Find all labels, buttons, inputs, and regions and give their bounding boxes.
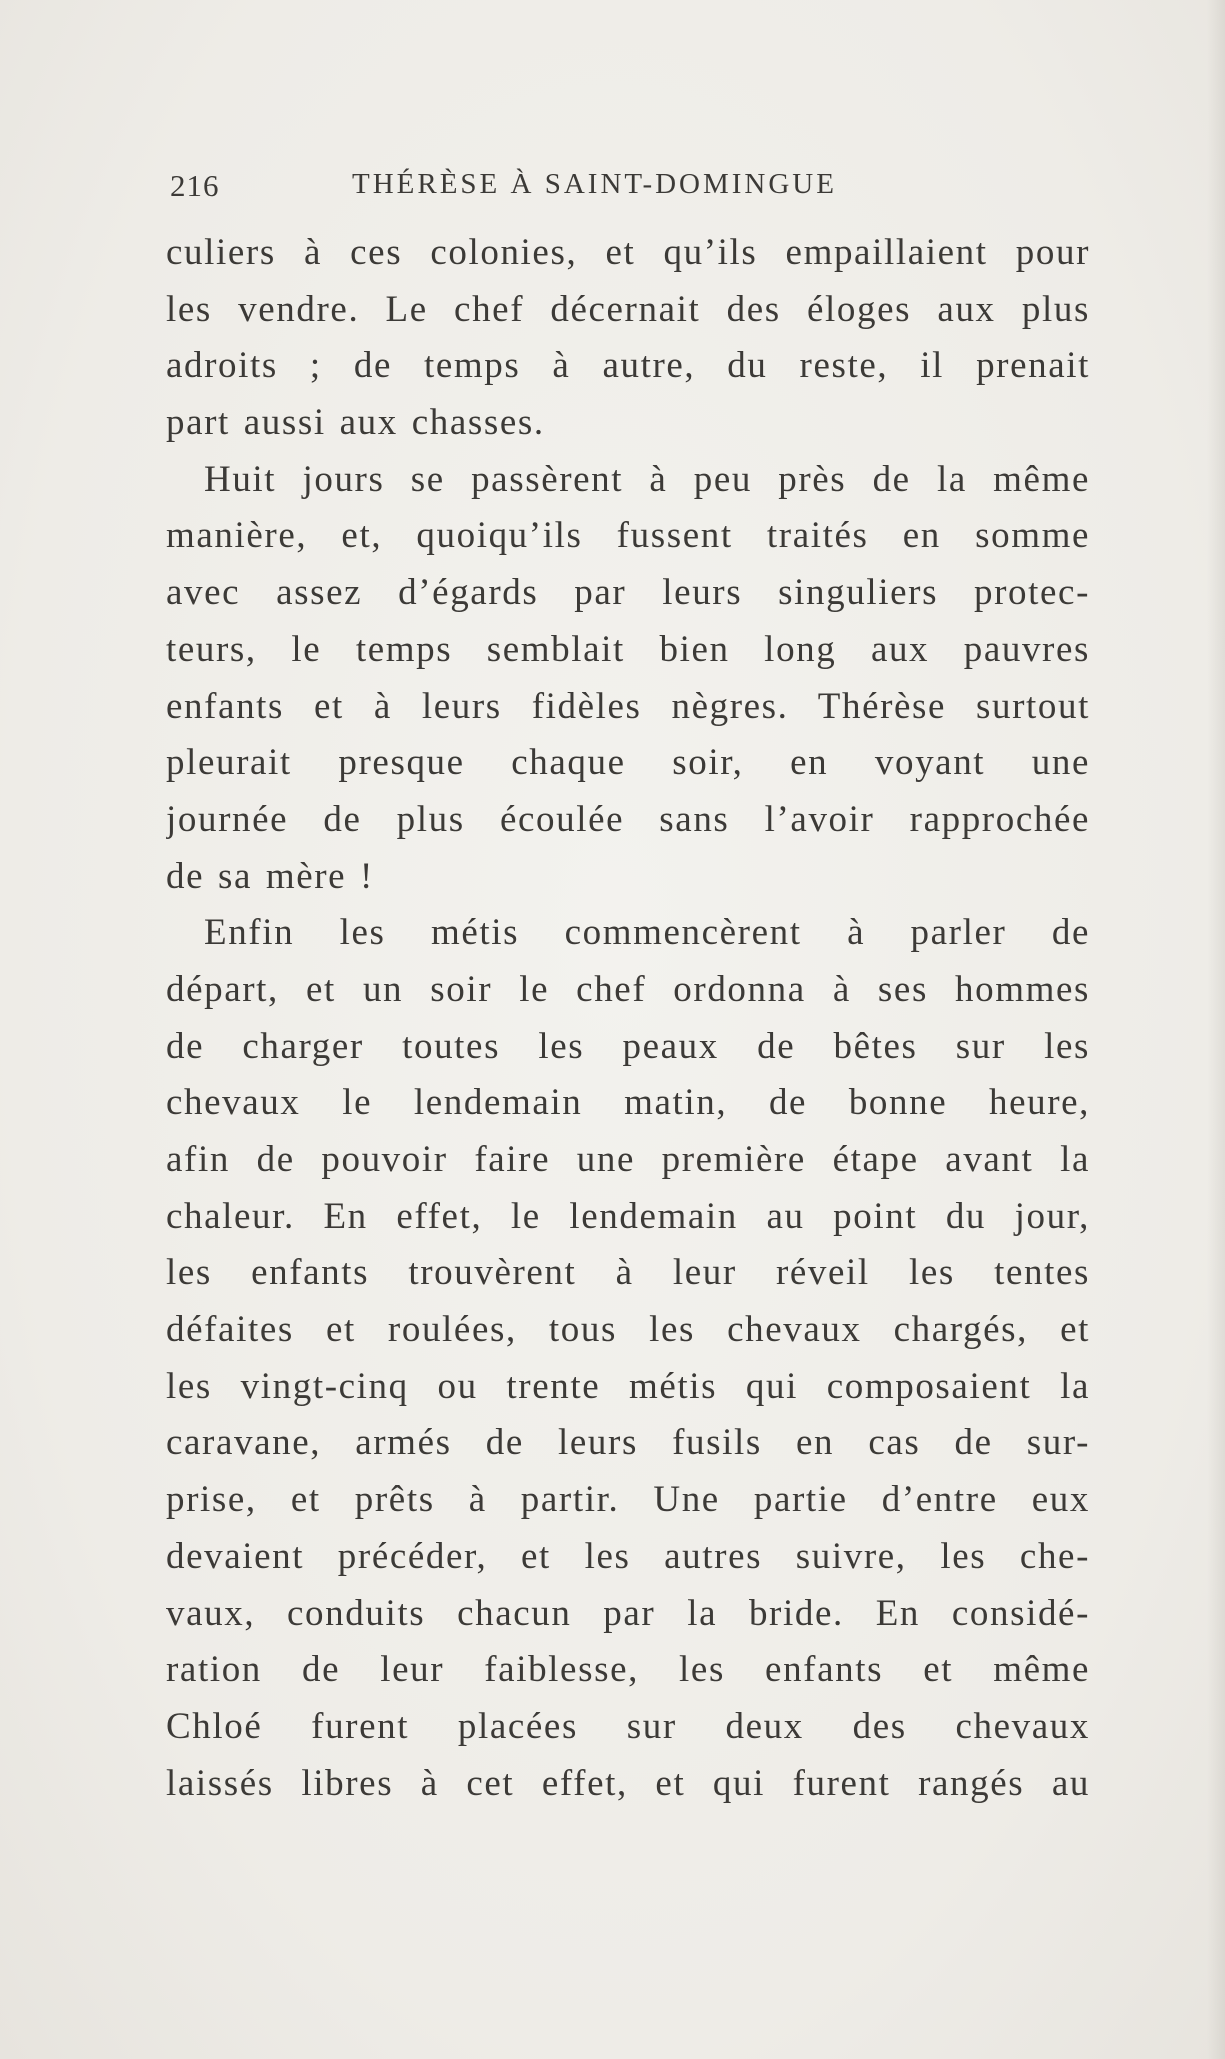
page-edge-shadow: [1207, 0, 1225, 2059]
text-line: laissés libres à cet effet, et qui furent rangés au: [166, 1762, 1090, 1804]
paragraph-start-line: Huit jours se passèrent à peu près de la même: [204, 458, 1090, 500]
text-line: adroits ; de temps à autre, du reste, il prenait: [166, 345, 1090, 387]
text-line: les enfants trouvèrent à leur réveil les tentes: [166, 1252, 1090, 1294]
running-title: THÉRÈSE À SAINT-DOMINGUE: [352, 168, 837, 200]
running-header: [170, 168, 1090, 212]
text-line: enfants et à leurs fidèles nègres. Thérèse surtout: [166, 685, 1090, 727]
text-line: journée de plus écoulée sans l’avoir rapprochée: [166, 798, 1090, 840]
text-line: les vingt-cinq ou trente métis qui composaient la: [166, 1365, 1090, 1407]
text-line: manière, et, quoiqu’ils fussent traités en somme: [166, 515, 1090, 557]
text-line: chaleur. En effet, le lendemain au point du jour,: [166, 1195, 1090, 1237]
text-line: de charger toutes les peaux de bêtes sur les: [166, 1025, 1090, 1067]
body-text: [166, 225, 1090, 1812]
text-line: chevaux le lendemain matin, de bonne heure,: [166, 1082, 1090, 1124]
text-line: part aussi aux chasses.: [166, 402, 545, 444]
text-line: avec assez d’égards par leurs singuliers protec-: [166, 572, 1090, 614]
page-number: 216: [170, 168, 220, 203]
text-line: départ, et un soir le chef ordonna à ses hommes: [166, 968, 1090, 1010]
text-line: afin de pouvoir faire une première étape avant la: [166, 1139, 1090, 1180]
text-line: caravane, armés de leurs fusils en cas de sur-: [166, 1422, 1090, 1464]
text-line: culiers à ces colonies, et qu’ils empaillaient pour: [166, 232, 1090, 273]
text-line: pleurait presque chaque soir, en voyant une: [166, 742, 1090, 784]
text-line: devaient précéder, et les autres suivre, les che-: [166, 1535, 1090, 1577]
text-line: ration de leur faiblesse, les enfants et même: [166, 1649, 1090, 1691]
text-line: teurs, le temps semblait bien long aux pauvres: [166, 628, 1090, 670]
text-line: prise, et prêts à partir. Une partie d’entre eux: [166, 1479, 1090, 1521]
text-line: vaux, conduits chacun par la bride. En considé-: [166, 1592, 1090, 1634]
text-line: de sa mère !: [166, 855, 374, 897]
text-line: défaites et roulées, tous les chevaux chargés, et: [166, 1309, 1090, 1351]
text-line: Chloé furent placées sur deux des chevaux: [166, 1705, 1090, 1747]
paragraph-start-line: Enfin les métis commencèrent à parler de: [204, 912, 1090, 954]
text-line: les vendre. Le chef décernait des éloges aux plus: [166, 288, 1090, 330]
